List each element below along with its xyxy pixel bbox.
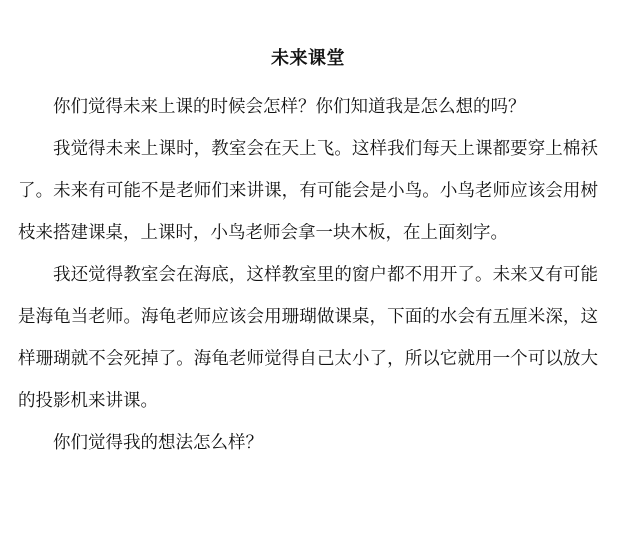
document-title: 未来课堂 [271,48,345,69]
paragraph-4: 你们觉得我的想法怎么样？ [53,433,263,453]
paragraph-2: 我觉得未来上课时，教室会在天上飞。这样我们每天上课都要穿上棉袄了。未来有可能不是老师们来讲课，有可能会是小鸟。小鸟老师应该会用树枝来搭建课桌，上课时，小鸟老师会拿一块木板，在上面刻字。 [18,139,598,243]
paragraph-1: 你们觉得未来上课的时候会怎样？你们知道我是怎么想的吗？ [53,97,526,117]
paragraph-3: 我还觉得教室会在海底，这样教室里的窗户都不用开了。未来又有可能是海龟当老师。海龟老师应该会用珊瑚做课桌，下面的水会有五厘米深，这样珊瑚就不会死掉了。海龟老师觉得自己太小了，所以它就用一个可以放大的投影机来讲课。 [18,265,598,411]
document-page [18,46,598,464]
